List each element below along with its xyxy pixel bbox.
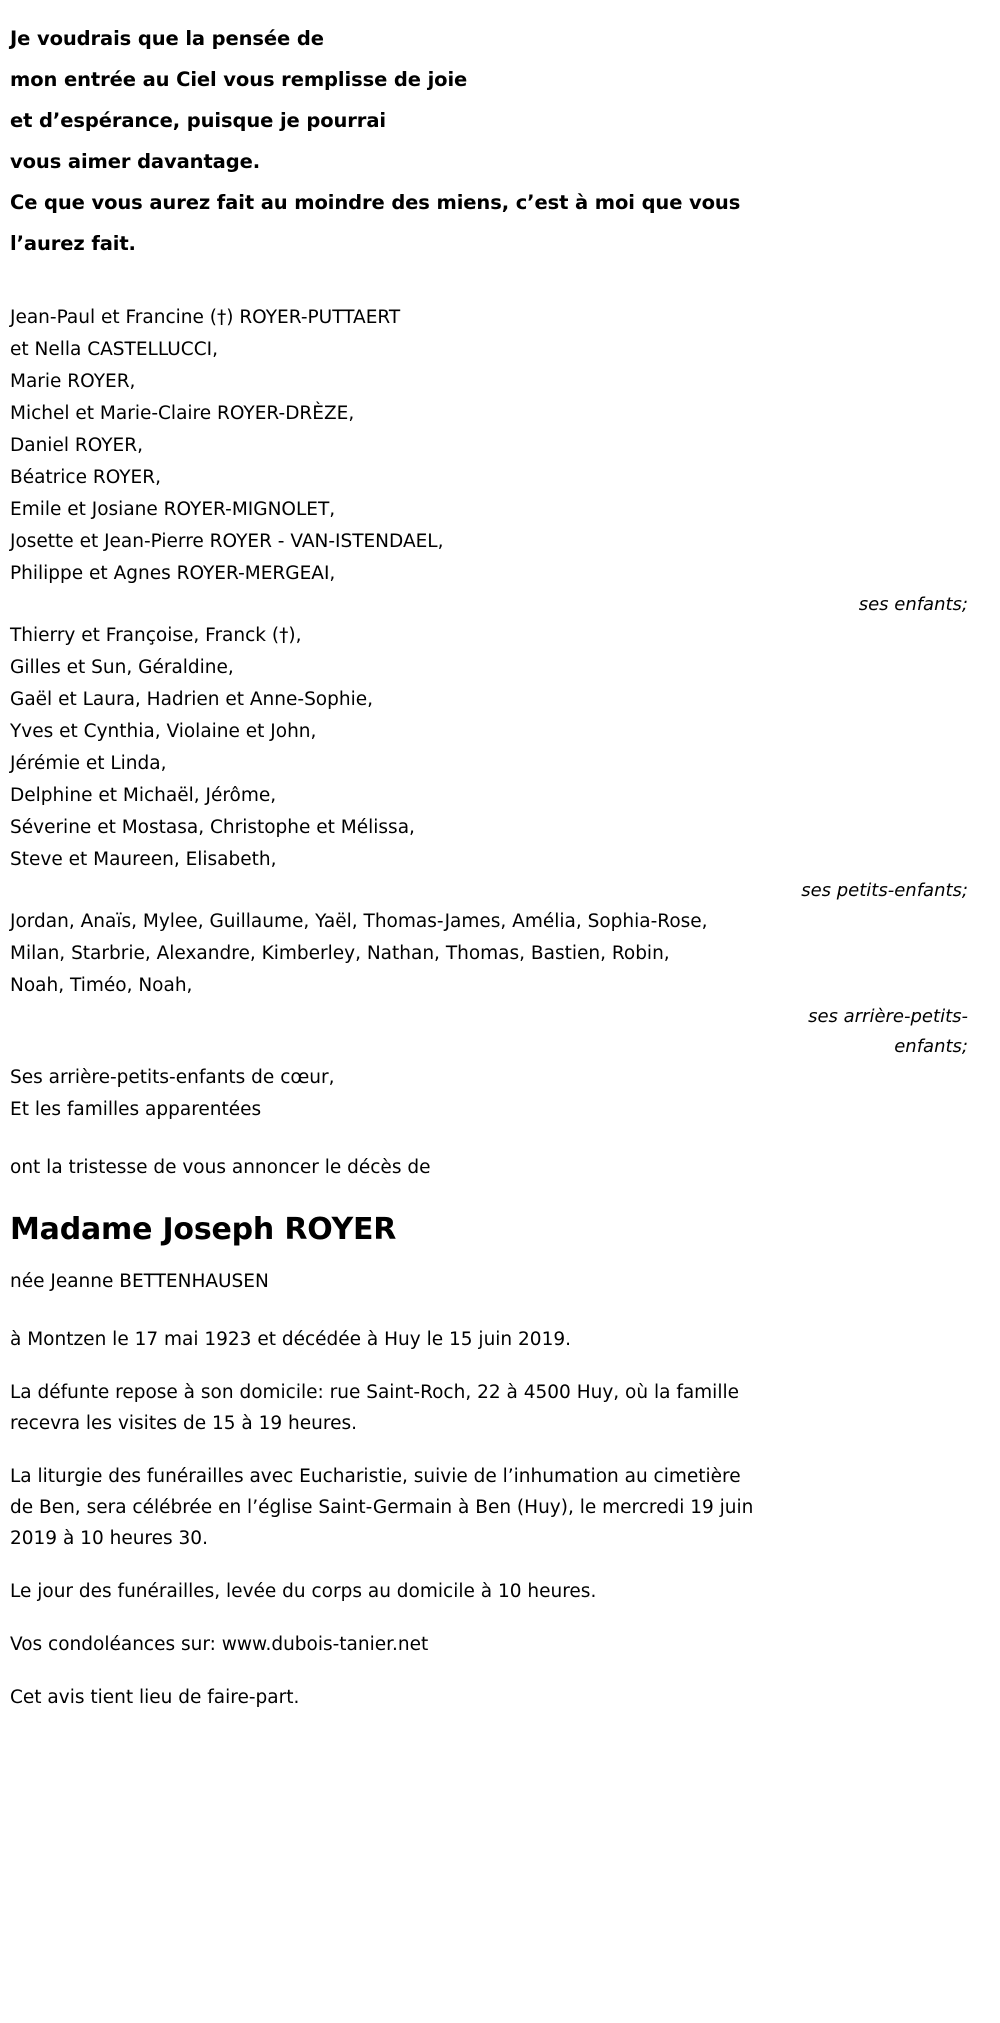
greatgrandchildren-line-3: Noah, Timéo, Noah, (10, 975, 193, 996)
quote-line-2: mon entrée au Ciel vous remplisse de joie (10, 68, 468, 91)
children-line-1: Jean-Paul et Francine (†) ROYER-PUTTAERT (10, 307, 401, 328)
grandchildren-line-6: Delphine et Michaël, Jérôme, (10, 785, 277, 806)
quote-line-6: l’aurez fait. (10, 232, 136, 255)
greatgrandchildren-relation-line-2: enfants; (894, 1036, 968, 1057)
children-line-8: Josette et Jean-Pierre ROYER - VAN-ISTENDAEL, (10, 531, 444, 552)
spacer (10, 1126, 970, 1152)
greatgrandchildren-relation (10, 1002, 970, 1062)
children-relation: ses enfants; (858, 594, 968, 615)
greatgrandchildren-line-1: Jordan, Anaïs, Mylee, Guillaume, Yaël, Thomas-James, Amélia, Sophia-Rose, (10, 911, 708, 932)
children-line-7: Emile et Josiane ROYER-MIGNOLET, (10, 499, 336, 520)
grandchildren-list (10, 620, 970, 876)
deceased-name: Madame Joseph ROYER (10, 1212, 397, 1247)
children-line-6: Béatrice ROYER, (10, 467, 161, 488)
other-relatives (10, 1062, 970, 1126)
quote-line-3: et d’espérance, puisque je pourrai (10, 109, 386, 132)
grandchildren-line-3: Gaël et Laura, Hadrien et Anne-Sophie, (10, 689, 373, 710)
birth-death-info: à Montzen le 17 mai 1923 et décédée à Huy le 15 juin 2019. (10, 1329, 571, 1350)
grandchildren-line-5: Jérémie et Linda, (10, 753, 167, 774)
quote-line-1: Je voudrais que la pensée de (10, 27, 324, 50)
grandchildren-line-2: Gilles et Sun, Géraldine, (10, 657, 234, 678)
faire-part-info: Cet avis tient lieu de faire-part. (10, 1687, 300, 1708)
children-line-9: Philippe et Agnes ROYER-MERGEAI, (10, 563, 336, 584)
details-block (10, 1324, 970, 1713)
quote-line-5: Ce que vous aurez fait au moindre des miens, c’est à moi que vous (10, 191, 741, 214)
condolences-info: Vos condoléances sur: www.dubois-tanier.net (10, 1634, 429, 1655)
grandchildren-line-7: Séverine et Mostasa, Christophe et Mélissa, (10, 817, 415, 838)
children-list (10, 302, 970, 590)
grandchildren-line-4: Yves et Cynthia, Violaine et John, (10, 721, 317, 742)
grandchildren-line-1: Thierry et Françoise, Franck (†), (10, 625, 302, 646)
liturgy-info: La liturgie des funérailles avec Eucharistie, suivie de l’inhumation au cimetière de Ben, sera célébrée en l’église Saint-Germain à Ben (Huy), le mercredi 19 juin 2019 à 10 heures 30. (10, 1466, 754, 1549)
announcement-text: ont la tristesse de vous annoncer le décès de (10, 1157, 431, 1178)
spacer (10, 1250, 970, 1266)
grandchildren-relation: ses petits-enfants; (801, 880, 968, 901)
grandchildren-line-8: Steve et Maureen, Elisabeth, (10, 849, 277, 870)
greatgrandchildren-relation-line-1: ses arrière-petits- (808, 1006, 968, 1027)
children-line-3: Marie ROYER, (10, 371, 136, 392)
other-relatives-line-1: Ses arrière-petits-enfants de cœur, (10, 1067, 335, 1088)
children-line-5: Daniel ROYER, (10, 435, 143, 456)
quote-block (10, 10, 970, 264)
levee-info: Le jour des funérailles, levée du corps au domicile à 10 heures. (10, 1581, 597, 1602)
quote-line-4: vous aimer davantage. (10, 150, 261, 173)
greatgrandchildren-list (10, 906, 970, 1002)
children-line-2: et Nella CASTELLUCCI, (10, 339, 218, 360)
spacer (10, 264, 970, 302)
spacer (10, 1298, 970, 1324)
repose-info: La défunte repose à son domicile: rue Saint-Roch, 22 à 4500 Huy, où la famille recevra les visites de 15 à 19 heures. (10, 1382, 739, 1434)
greatgrandchildren-line-2: Milan, Starbrie, Alexandre, Kimberley, Nathan, Thomas, Bastien, Robin, (10, 943, 670, 964)
deceased-maiden-name: née Jeanne BETTENHAUSEN (10, 1271, 269, 1292)
spacer (10, 1184, 970, 1210)
children-line-4: Michel et Marie-Claire ROYER-DRÈZE, (10, 403, 355, 424)
other-relatives-line-2: Et les familles apparentées (10, 1099, 262, 1120)
